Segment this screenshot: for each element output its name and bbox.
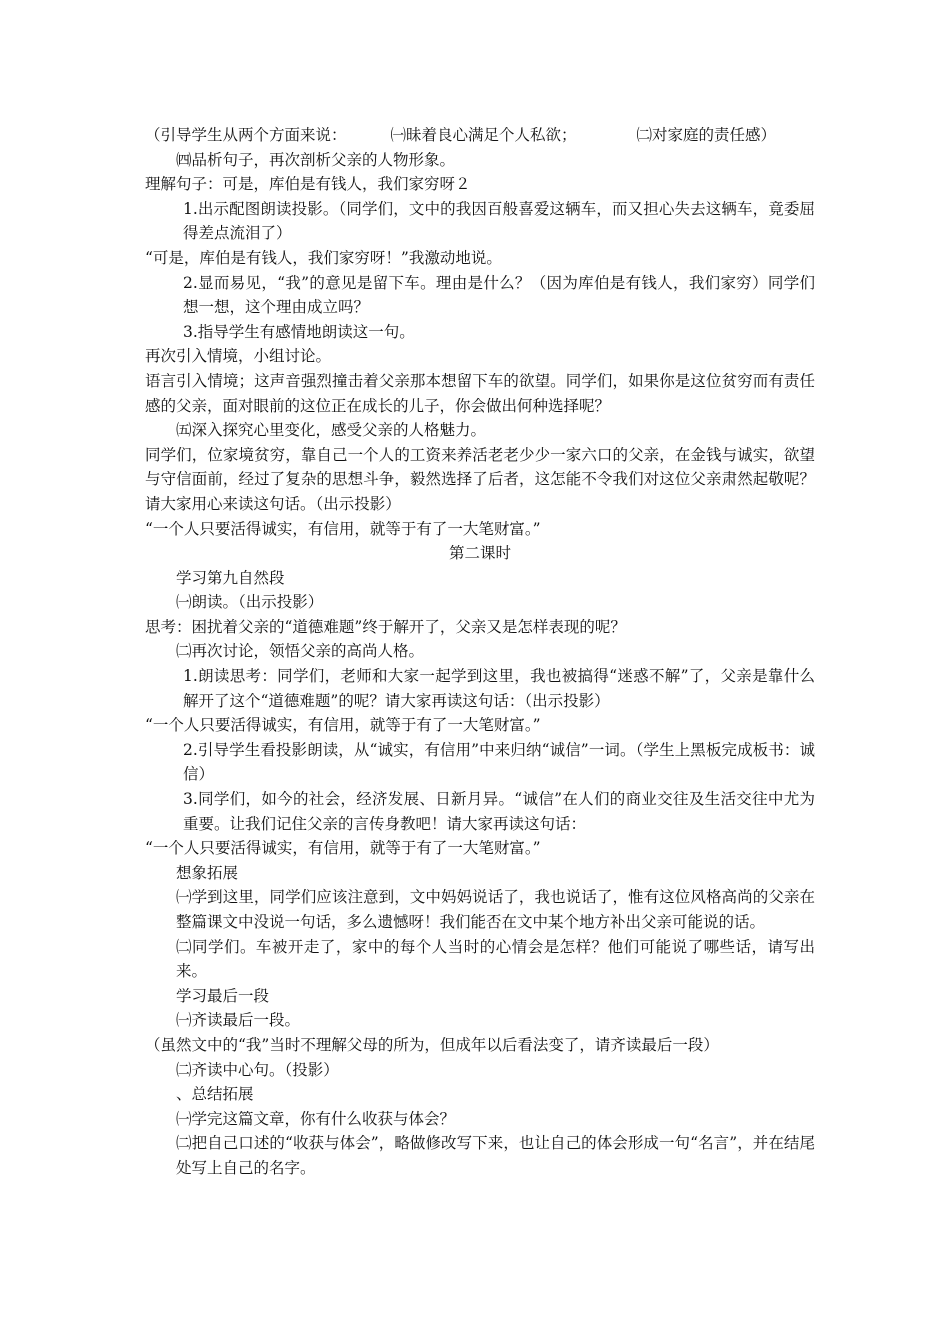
summary-heading: 、总结拓展 xyxy=(176,1085,254,1104)
read-central-sentence: ㈡齐读中心句。（投影） xyxy=(176,1060,339,1079)
honesty-quote-3: “一个人只要活得诚实，有信用，就等于有了一大笔财富。” xyxy=(145,839,541,858)
honesty-quote-2: “一个人只要活得诚实，有信用，就等于有了一大笔财富。” xyxy=(145,716,541,735)
step-2-integrity: 2.引导学生看投影朗读，从“诚实，有信用”中来归纳“诚信”一词。（学生上黑板完成板书：诚信） xyxy=(183,740,815,784)
step-1-think: 1.朗读思考：同学们，老师和大家一起学到这里，我也被搞得“迷惑不解”了，父亲是靠什么解开了这个“道德难题”的呢？请大家再读这句话：（出示投影） xyxy=(183,667,815,710)
imagine-extend-heading: 想象拓展 xyxy=(176,863,239,882)
group-discussion: 再次引入情境，小组讨论。 xyxy=(145,347,332,366)
imagine-item-1: ㈠学到这里，同学们应该注意到，文中妈妈说话了，我也说话了，惟有这位风格高尚的父亲在整篇课文中没说一句话，多么遗憾呀！我们能否在文中某个地方补出父亲可能说的话。 xyxy=(176,888,815,931)
section-5-heading: ㈤深入探究心里变化，感受父亲的人格魅力。 xyxy=(176,421,487,440)
discuss-again-item: ㈡再次讨论，领悟父亲的高尚人格。 xyxy=(176,642,425,661)
section-4-heading: ㈣品析句子，再次剖析父亲的人物形象。 xyxy=(176,150,456,169)
summary-item-1: ㈠学完这篇文章，你有什么收获与体会？ xyxy=(176,1109,456,1128)
read-aloud-item: ㈠朗读。（出示投影） xyxy=(176,593,324,612)
summary-item-2: ㈡把自己口述的“收获与体会”，略做修改写下来，也让自己的体会形成一句“名言”，并在结尾处写上自己的名字。 xyxy=(176,1134,815,1177)
study-paragraph-nine: 学习第九自然段 xyxy=(176,568,285,587)
step-1-read-projection: 1.出示配图朗读投影。（同学们，文中的我因百般喜爱这辆车，而又担心失去这辆车，竟委屈得差点流泪了） xyxy=(183,199,815,243)
imagine-item-2: ㈡同学们。车被开走了，家中的每个人当时的心情会是怎样？他们可能说了哪些话，请写出来。 xyxy=(176,937,815,981)
language-situation: 语言引入情境；这声音强烈撞击着父亲那本想留下车的欲望。同学们，如果你是这位贫穷而有责任感的父亲，面对眼前的这位正在成长的儿子，你会做出何种选择呢？ xyxy=(145,371,815,415)
step-3-read-emotion: 3.指导学生有感情地朗读这一句。 xyxy=(183,322,415,341)
lesson-two-title: 第二课时 xyxy=(448,544,511,563)
honesty-quote-1: “一个人只要活得诚实，有信用，就等于有了一大笔财富。” xyxy=(145,519,541,538)
although-note: （虽然文中的“我”当时不理解父母的所为，但成年以后看法变了，请齐读最后一段） xyxy=(145,1035,719,1054)
think-question: 思考：困扰着父亲的“道德难题”终于解开了，父亲又是怎样表现的呢？ xyxy=(145,617,626,636)
father-choice-paragraph: 同学们，位家境贫穷，靠自己一个人的工资来养活老老少少一家六口的父亲，在金钱与诚实，欲望与守信面前，经过了复杂的思想斗争，毅然选择了后者，这怎能不令我们对这位父亲肃然起敬呢？请大家用心来读这句话。（出示投影） xyxy=(145,445,815,513)
understand-sentence: 理解句子：可是，库伯是有钱人，我们家穷呀２ xyxy=(145,175,471,194)
last-paragraph-heading: 学习最后一段 xyxy=(176,986,270,1005)
guide-two-aspects: （引导学生从两个方面来说： ㈠昧着良心满足个人私欲； ㈡对家庭的责任感） xyxy=(145,126,777,144)
step-2-reason: 2.显而易见，“我”的意见是留下车。理由是什么？（因为库伯是有钱人，我们家穷）同学们想一想，这个理由成立吗？ xyxy=(183,273,815,317)
quote-kuper-rich: “可是，库伯是有钱人，我们家穷呀！”我激动地说。 xyxy=(145,248,502,267)
step-3-society: 3.同学们，如今的社会，经济发展、日新月异。“诚信”在人们的商业交往及生活交往中尤为重要。让我们记住父亲的言传身教吧！请大家再读这句话： xyxy=(183,790,815,833)
read-last-paragraph: ㈠齐读最后一段。 xyxy=(176,1011,301,1030)
document-page xyxy=(145,123,815,1181)
